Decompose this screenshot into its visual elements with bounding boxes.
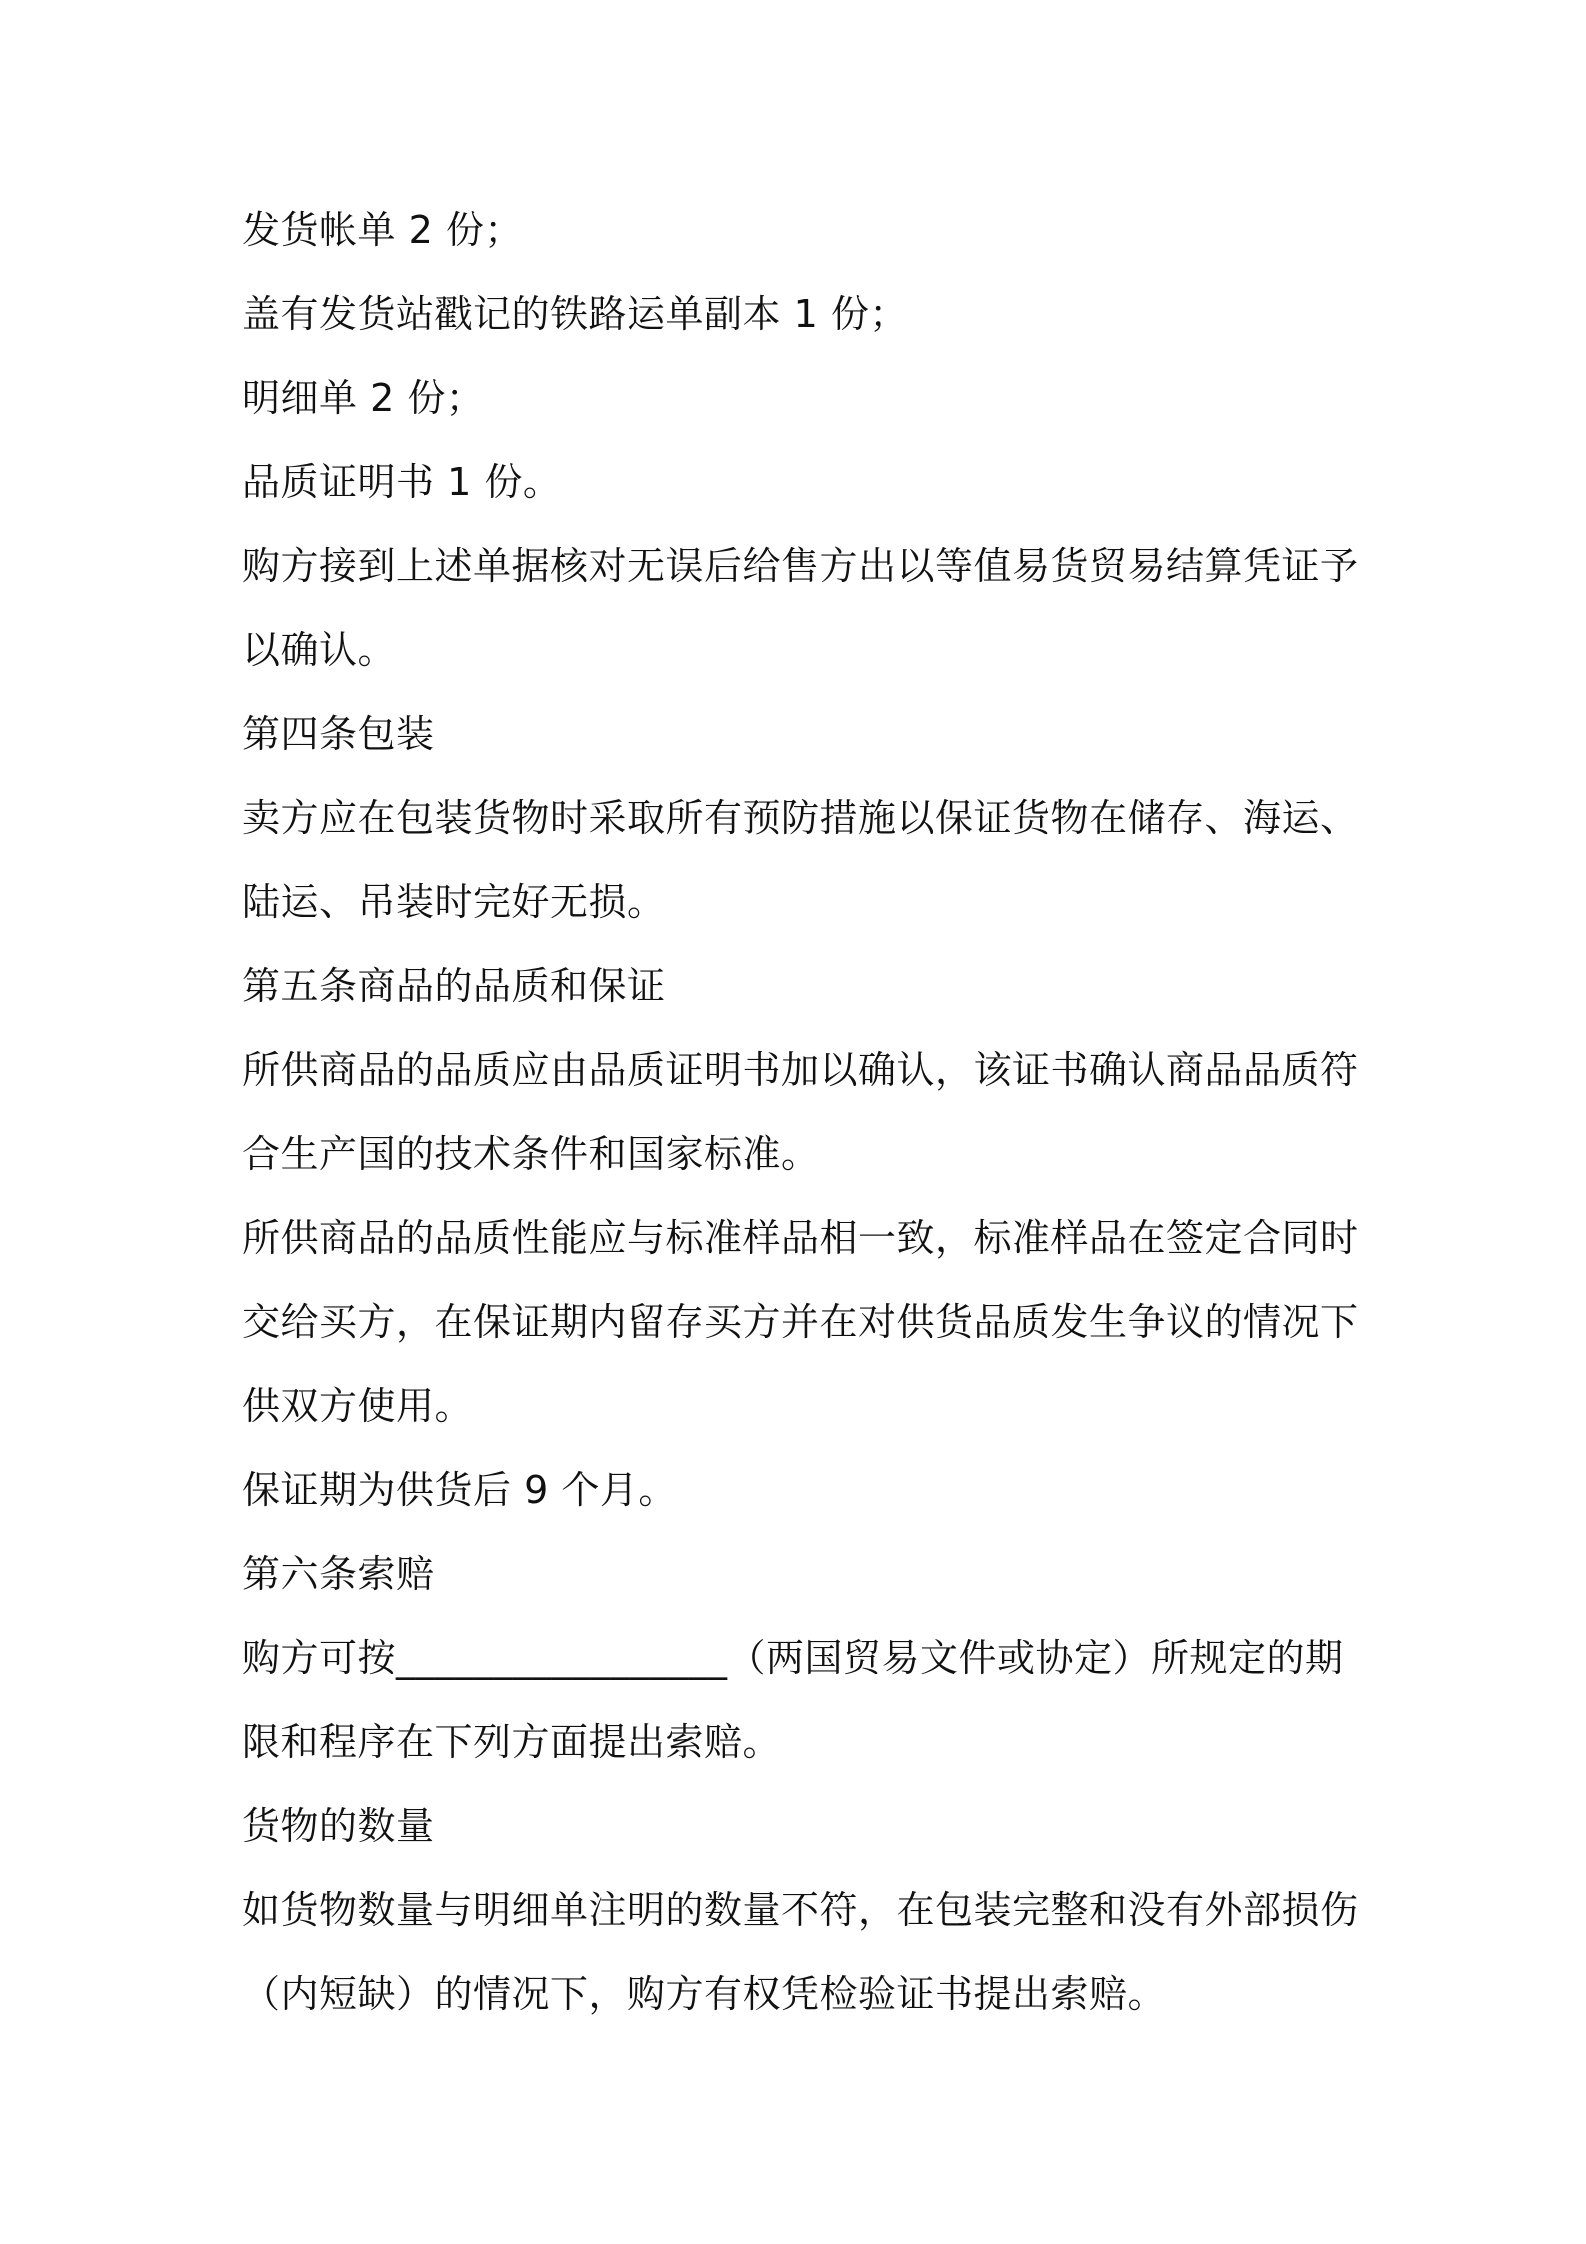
line-invoice: 发货帐单 2 份；	[242, 208, 523, 252]
line-railway-waybill: 盖有发货站戳记的铁路运单副本 1 份；	[242, 292, 908, 336]
heading-article-4: 第四条包装	[242, 712, 435, 756]
line-warranty-period: 保证期为供货后 9 个月。	[242, 1468, 677, 1512]
paragraph-quantity-claim: 如货物数量与明细单注明的数量不符，在包装完整和没有外部损伤（内短缺）的情况下，购方有权凭检验证书提出索赔。	[242, 1888, 1359, 2016]
heading-article-6: 第六条索赔	[242, 1552, 435, 1596]
document-body	[242, 188, 1362, 2036]
line-quality-certificate: 品质证明书 1 份。	[242, 460, 562, 504]
paragraph-confirmation: 购方接到上述单据核对无误后给售方出以等值易货贸易结算凭证予以确认。	[242, 544, 1359, 672]
line-detail-list: 明细单 2 份；	[242, 376, 485, 420]
heading-article-5: 第五条商品的品质和保证	[242, 964, 666, 1008]
heading-goods-quantity: 货物的数量	[242, 1804, 435, 1848]
paragraph-packaging: 卖方应在包装货物时采取所有预防措施以保证货物在储存、海运、陆运、吊装时完好无损。	[242, 796, 1359, 924]
paragraph-quality-certificate: 所供商品的品质应由品质证明书加以确认，该证书确认商品品质符合生产国的技术条件和国家标准。	[242, 1048, 1359, 1176]
paragraph-claims: 购方可按_________________（两国贸易文件或协定）所规定的期限和程序在下列方面提出索赔。	[242, 1636, 1344, 1764]
paragraph-standard-sample: 所供商品的品质性能应与标准样品相一致，标准样品在签定合同时交给买方，在保证期内留存买方并在对供货品质发生争议的情况下供双方使用。	[242, 1216, 1359, 1428]
